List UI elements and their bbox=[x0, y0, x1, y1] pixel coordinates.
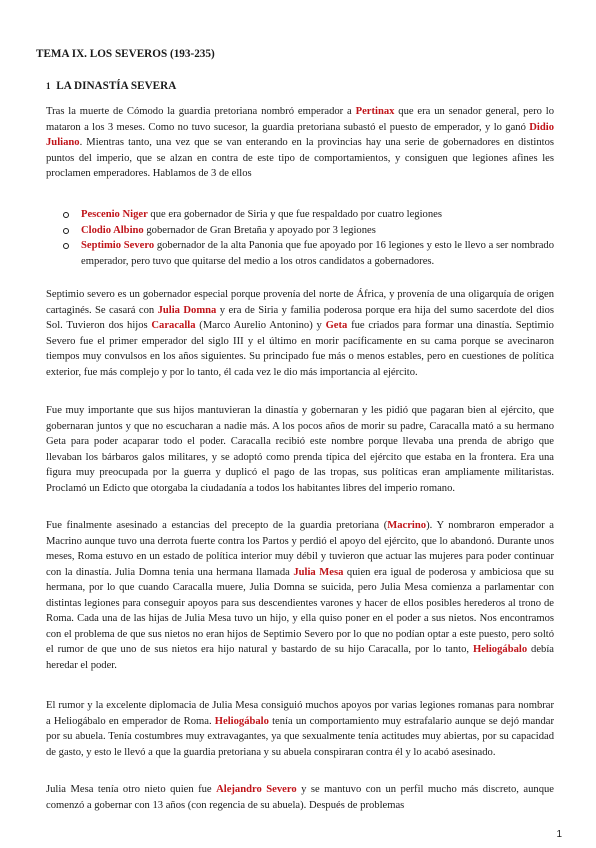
highlight-name: Septimio Severo bbox=[81, 240, 155, 251]
list-item bbox=[46, 223, 554, 239]
highlight-name: Pertinax bbox=[355, 106, 395, 117]
section-heading bbox=[46, 80, 176, 92]
highlight-name: Julia Mesa bbox=[293, 566, 344, 578]
section-title: LA DINASTÍA SEVERA bbox=[56, 80, 177, 92]
text-run: Septimio severo es un gobernador especial porque provenía del norte de África, y provenía de una oligarquía de origen cartaginés. Se casará con bbox=[46, 289, 554, 316]
bullet-circle-icon bbox=[63, 212, 69, 218]
highlight-name: Didio Juliano bbox=[46, 121, 554, 148]
text-run: y era de Siria y familia poderosa porque era hija del sumo sacerdote del dios Sol. Tuvieron dos hijos bbox=[46, 304, 555, 331]
text-run: ). Y nombraron emperador a Macrino aunque tuvo una derrota fuerte contra los Partos y perdió el apoyo del ejército, que lo abandonó. Durante unos meses, Roma estuvo en un estado de política interior muy débil y tuvieron que actuar las mujeres para poder continuar con la dinastía. Julia Domna tenia una hermana llamada bbox=[46, 520, 554, 578]
text-run: Tras la muerte de Cómodo la guardia pretoriana nombró emperador a bbox=[46, 106, 356, 117]
highlight-name: Macrino bbox=[387, 520, 427, 531]
text-run: quien era igual de poderosa y ambiciosa que su hermana, por lo que cuando Caracalla muere, Julia Domna se suicida, pero Julia Mesa comienza a parlamentar con distintas legiones para conseguir apoyos para sus descendientes varones y hacer de ellos posibles herederos al trono de Roma. Cada una de las hijas de Julia Mesa tuvo un hijo, y ella quiso poner en el poder a sus nietos. Nos encontramos con el problema de que sus nietos no eran hijos de Septimio Severo por lo que no podían optar a este puesto, pero soltó el rumor de que uno de sus nietos era hijo natural y bastardo de su hijo Caracalla, por lo tanto, bbox=[46, 566, 554, 655]
text-run: tenía un comportamiento muy estrafalario aunque se dejó mandar por su abuela. Tenía costumbres muy extravagantes, ya que sexualmente tenía actitudes muy abiertas, por su capacidad de gasto, y esto le llevó a que la guardia pretoriana y su abuela conspiraran contra él y lo acabó asesinado. bbox=[46, 715, 554, 758]
text-run: Julia Mesa tenía otro nieto quien fue bbox=[46, 784, 217, 795]
highlight-name: Alejandro Severo bbox=[216, 784, 297, 795]
text-run: que era un senador general, pero lo mataron a los 3 meses. Como no tuvo sucesor, la guardia pretoriana subastó el puesto de emperador, y lo ganó bbox=[46, 106, 554, 133]
bullet-circle-icon bbox=[63, 243, 69, 249]
text-run: fue criados para formar una dinastía. Septimio Severo fue el primer emperador del siglo III y el último en morir pacíficamente en su cama porque se avecinaron tiempos muy convulsos en los años siguientes. Su principado fue más o menos estables, pero en cuestiones de política exterior, fue más complejo y por lo tanto, él cada vez le dio más importancia al ejército. bbox=[46, 320, 554, 378]
list-item-text: gobernador de Gran Bretaña y apoyado por 3 legiones bbox=[143, 224, 376, 236]
paragraph-macrino bbox=[46, 518, 554, 673]
document-title: TEMA IX. LOS SEVEROS (193-235) bbox=[36, 48, 215, 60]
paragraph-intro bbox=[46, 104, 554, 182]
text-run: debía heredar el poder. bbox=[46, 644, 554, 671]
paragraph-alejandro bbox=[46, 782, 554, 813]
candidates-list bbox=[46, 207, 554, 269]
text-run: Fue finalmente asesinado a estancias del precepto de la guardia pretoriana ( bbox=[46, 520, 388, 531]
highlight-name: Heliogábalo bbox=[472, 644, 528, 655]
highlight-name: Pescenio Niger bbox=[81, 209, 148, 220]
highlight-name: Heliogábalo bbox=[214, 715, 269, 727]
list-item bbox=[46, 207, 554, 223]
highlight-name: Julia Domna bbox=[157, 304, 217, 316]
page-number: 1 bbox=[556, 829, 562, 840]
text-run: y se mantuvo con un perfil mucho más discreto, aunque comenzó a gobernar con 13 años (con regencia de su abuela). Después de problemas bbox=[46, 784, 554, 811]
text-run: Fue muy importante que sus hijos mantuvieran la dinastía y gobernaran y les pidió que pagaran bien al ejército, que gobernaran juntos y que no escucharan a nadie más. A los pocos años de morir su padre, Caracalla mató a su hermano Geta para poder acaparar todo el poder. Caracalla recibió este nombre porque llevaba una prenda de abrigo que llevaban los bárbaros galos militares, y se adoptó como prenda típica del ejército que estaba en la frontera. Era una figura muy preocupada por la guerra y duplicó el pago de las tropas, sus políticas eran ampliamente militaristas. Proclamó un Edicto que otorgaba la ciudadanía a todos los habitantes libres del imperio romano. bbox=[46, 405, 554, 494]
paragraph-septimio bbox=[46, 287, 554, 380]
list-item-text: que era gobernador de Siria y que fue respaldado por cuatro legiones bbox=[147, 209, 442, 220]
highlight-name: Clodio Albino bbox=[81, 224, 144, 236]
list-item-text: gobernador de la alta Panonia que fue apoyado por 16 legiones y esto le llevo a ser nombrado emperador, pero tuvo que quitarse del medio a los otros candidatos a gobernadores. bbox=[81, 240, 554, 267]
highlight-name: Geta bbox=[325, 320, 348, 331]
list-item bbox=[46, 238, 554, 269]
bullet-circle-icon bbox=[63, 228, 69, 234]
highlight-name: Caracalla bbox=[151, 320, 196, 331]
text-run: . Mientras tanto, una vez que se van enterando en la provincias hay una serie de gobernadores en distintos puntos del imperio, que se alzan en contra de este tipo de comportamientos, y consiguen que legiones afines les proclamen emperadores. Hablamos de 3 de ellos bbox=[46, 137, 554, 179]
text-run: (Marco Aurelio Antonino) y bbox=[195, 320, 326, 331]
paragraph-caracalla bbox=[46, 403, 554, 496]
text-run: El rumor y la excelente diplomacia de Julia Mesa consiguió muchos apoyos por varias legiones romanas para nombrar a Heliogábalo en emperador de Roma. bbox=[46, 700, 554, 727]
section-number: 1 bbox=[46, 81, 51, 91]
paragraph-heliogabalo bbox=[46, 698, 554, 760]
